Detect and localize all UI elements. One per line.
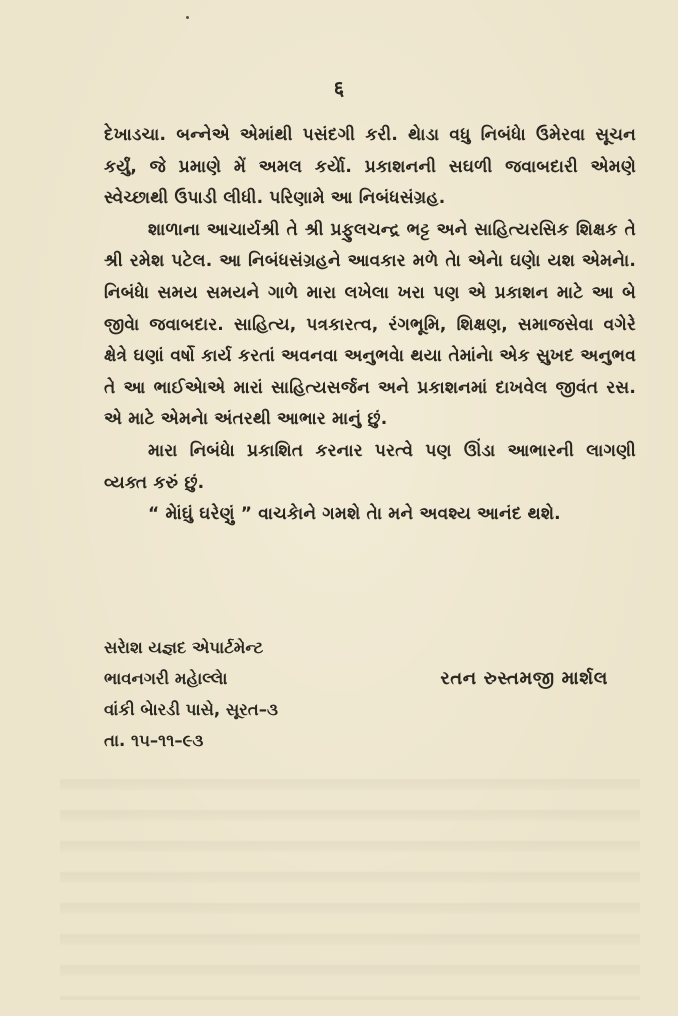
page-number: ६ [333, 76, 345, 100]
address-line-3: વાંકી બેારડી પાસે, સૂરત–૩ [104, 700, 278, 719]
author-signature: રતન રુસ્તમજી માર્શલ [440, 668, 608, 689]
signature-block [104, 632, 636, 756]
paragraph-closing: “ મેાંઘું ઘરેણું ” વાચકેાને ગમશે તેા મને અવશ્ય આનંદ થશે. [148, 504, 561, 525]
show-through-texture [60, 760, 640, 1000]
paragraph-acknowledgement: શાળાના આચાર્યશ્રી તે શ્રી પ્રફુલચન્દ્ર ભટ્ટ અને સાહિત્યરસિક શિક્ષક તે શ્રી રમેશ પટેલ. આ નિબંધસંગ્રહને આવકાર મળે તેા એનેા ઘણેા યશ એમનેા. નિબંધેા સમય સમયને ગાળે મારા લખેલા ખરા પણ એ પ્રકાશન માટે આ બે જીવેા જવાબદાર. સાહિત્ય, પત્રકારત્વ, રંગભૂમિ, શિક્ષણ, સમાજસેવા વગેરે ક્ષેત્રે ઘણાં વર્ષો કાર્ય કરતાં અવનવા અનુભવેા થયા તેમાંનેા એક સુખદ અનુભવ તે આ ભાઈએાએ મારાં સાહિત્યસર્જન અને પ્રકાશનમાં દાખવેલ જીવંત રસ. એ માટે એમનેા અંતરથી આભાર માનું છું. [104, 219, 636, 430]
body-text [104, 120, 636, 531]
ink-speck [186, 16, 189, 19]
address-line-2: ભાવનગરી મહેાલ્લેા [104, 669, 228, 688]
paragraph-publisher-thanks: મારા નિબંધેા પ્રકાશિત કરનાર પરત્વે પણ ઊંડા આભારની લાગણી વ્યક્ત કરું છું. [104, 440, 636, 493]
paragraph-continuation: દેખાડચા. બન્નેએ એમાંથી પસંદગી કરી. થેાડા વધુ નિબંધેા ઉમેરવા સૂચન કર્યું, જે પ્રમાણે મેં અમલ કર્યેા. પ્રકાશનની સઘળી જવાબદારી એમણે સ્વેચ્છાથી ઉપાડી લીધી. પરિણામે આ નિબંધસંગ્રહ. [104, 125, 636, 209]
address-line-1: સરેાશ યજ્ઞદ એપાર્ટમેન્ટ [104, 638, 264, 657]
date-line: તા. ૧૫–૧૧–૯૩ [104, 731, 204, 750]
